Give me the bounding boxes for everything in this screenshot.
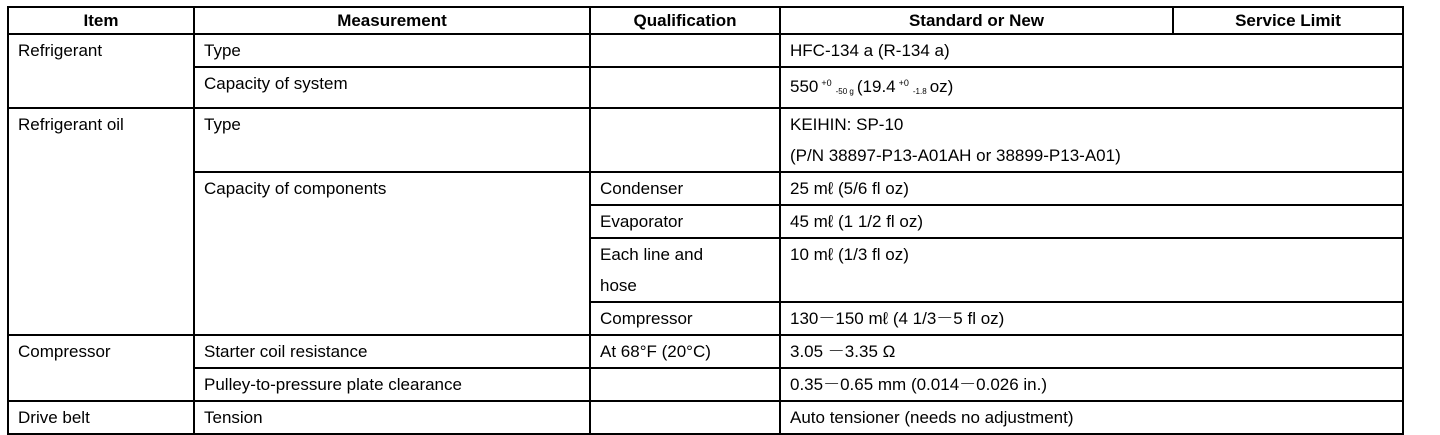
- capacity-tolerance-minus: -50 g: [835, 87, 854, 96]
- header-item: Item: [8, 7, 194, 34]
- capacity-oz-unit: oz): [929, 77, 954, 96]
- table-row: [8, 368, 1403, 401]
- table-row: [8, 67, 1403, 108]
- capacity-oz: (19.4: [856, 77, 896, 96]
- measurement-cell: Pulley-to-pressure plate clearance: [194, 368, 590, 401]
- qualification-cell: [590, 368, 780, 401]
- qualification-cell: [590, 401, 780, 434]
- standard-cell: 3.05 －3.35 Ω: [780, 335, 1403, 368]
- qualification-cell: [590, 67, 780, 108]
- measurement-cell: Tension: [194, 401, 590, 434]
- item-drive-belt: Drive belt: [8, 401, 194, 434]
- header-measurement: Measurement: [194, 7, 590, 34]
- standard-cell: 0.35－0.65 mm (0.014－0.026 in.): [780, 368, 1403, 401]
- standard-cell: 130－150 mℓ (4 1/3－5 fl oz): [780, 302, 1403, 335]
- standard-cell: 10 mℓ (1/3 fl oz): [780, 238, 1403, 302]
- standard-cell: 25 mℓ (5/6 fl oz): [780, 172, 1403, 205]
- table-row: [8, 172, 1403, 205]
- standard-cell: 45 mℓ (1 1/2 fl oz): [780, 205, 1403, 238]
- measurement-cell: Starter coil resistance: [194, 335, 590, 368]
- standard-cell: (P/N 38897-P13-A01AH or 38899-P13-A01): [780, 140, 1403, 172]
- specifications-table: [7, 6, 1404, 435]
- item-compressor: Compressor: [8, 335, 194, 401]
- item-refrigerant-oil: Refrigerant oil: [8, 108, 194, 335]
- qualification-cell: Compressor: [590, 302, 780, 335]
- table-row: [8, 335, 1403, 368]
- qualification-cell: Condenser: [590, 172, 780, 205]
- capacity-oz-tolerance-plus: +0: [898, 78, 909, 88]
- measurement-cell: Type: [194, 34, 590, 67]
- qualification-cell: [590, 108, 780, 172]
- capacity-oz-tolerance-minus: -1.8: [912, 87, 927, 96]
- table-row: [8, 108, 1403, 140]
- qualification-cell: hose: [590, 270, 780, 302]
- measurement-cell: Type: [194, 108, 590, 172]
- table-row: [8, 34, 1403, 67]
- standard-cell: Auto tensioner (needs no adjustment): [780, 401, 1403, 434]
- table-row: [8, 401, 1403, 434]
- header-service-limit: Service Limit: [1173, 7, 1403, 34]
- qualification-cell: [590, 34, 780, 67]
- measurement-cell: Capacity of system: [194, 67, 590, 108]
- measurement-cell: Capacity of components: [194, 172, 590, 335]
- standard-cell: KEIHIN: SP-10: [780, 108, 1403, 140]
- standard-cell: [780, 67, 1403, 108]
- header-row: [8, 7, 1403, 34]
- standard-cell: HFC-134 a (R-134 a): [780, 34, 1403, 67]
- header-standard: Standard or New: [780, 7, 1173, 34]
- qualification-cell: At 68°F (20°C): [590, 335, 780, 368]
- item-refrigerant: Refrigerant: [8, 34, 194, 108]
- header-qualification: Qualification: [590, 7, 780, 34]
- capacity-base: 550: [790, 77, 819, 96]
- qualification-cell: Each line and: [590, 238, 780, 270]
- qualification-cell: Evaporator: [590, 205, 780, 238]
- capacity-tolerance-plus: +0: [821, 78, 832, 88]
